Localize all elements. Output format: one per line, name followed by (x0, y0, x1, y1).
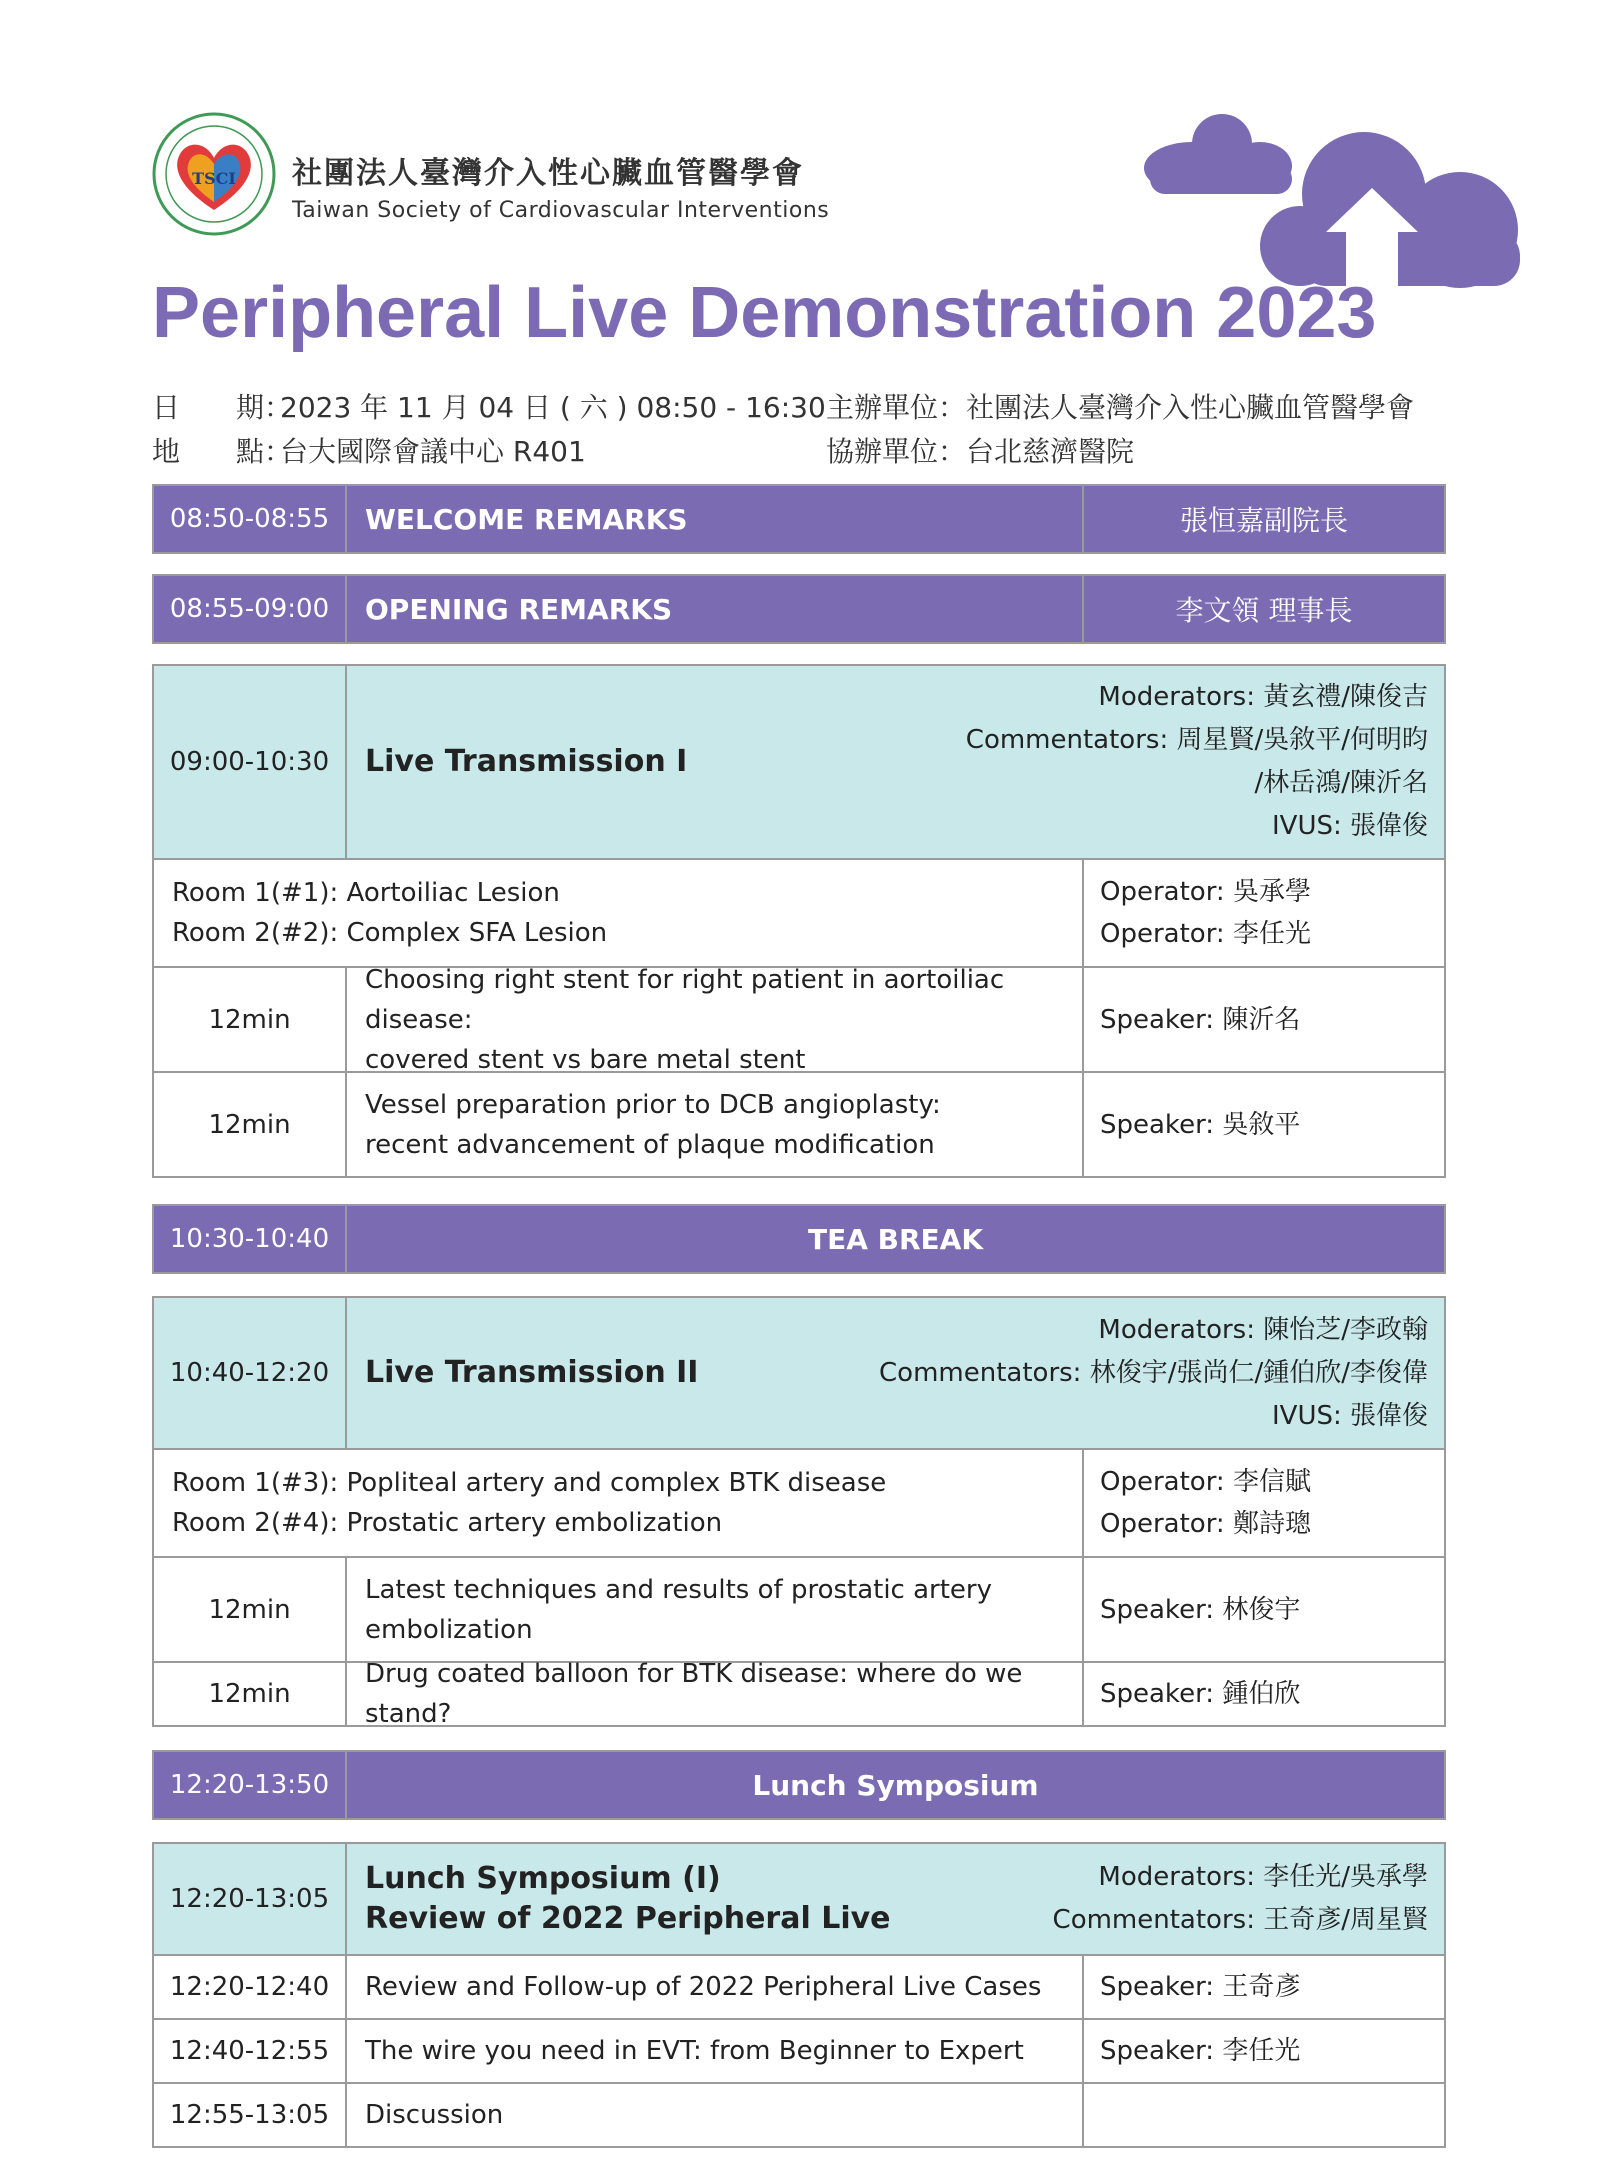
host-line: 主辦單位：社團法人臺灣介入性心臟血管醫學會 (826, 391, 1415, 424)
live1-commentators-cont: /林岳鴻/陳沂名 (1254, 768, 1428, 798)
lunch1-talk-1 (154, 1954, 1444, 2018)
live1-talk-1-speaker: Speaker: 陳沂名 (1100, 1004, 1301, 1035)
place-value: 台大國際會議中心 R401 (280, 435, 586, 468)
live1-moderators: Moderators: 黃玄禮/陳俊吉 (1098, 682, 1428, 712)
live-transmission-1-section (152, 664, 1446, 1178)
tea-break-row (152, 1204, 1446, 1274)
live1-operators (1084, 860, 1444, 966)
opening-speaker: 李文領 理事長 (1175, 594, 1353, 627)
org-name-zh: 社團法人臺灣介入性心臟血管醫學會 (292, 156, 804, 191)
live2-talk-1 (154, 1556, 1444, 1661)
lunch1-talk-2-time: 12:40-12:55 (154, 2020, 347, 2082)
lunch1-commentators: Commentators: 王奇彥/周星賢 (1052, 1905, 1428, 1935)
live2-time: 10:40-12:20 (154, 1298, 347, 1448)
lunch1-staff (1053, 1856, 1428, 1942)
live1-talk-1-line-2: covered stent vs bare metal stent (365, 1044, 806, 1075)
live2-talk-1-time: 12min (154, 1558, 347, 1661)
place-line (152, 430, 586, 470)
live2-moderators: Moderators: 陳怡芝/李政翰 (1098, 1314, 1428, 1345)
live2-room-1: Room 1(#3): Popliteal artery and complex BTK disease (172, 1468, 887, 1498)
live1-talk-2-time: 12min (154, 1073, 347, 1176)
live2-talk-1-speaker: Speaker: 林俊宇 (1100, 1594, 1301, 1625)
opening-time: 08:55-09:00 (154, 576, 347, 642)
lunch1-time: 12:20-13:05 (154, 1844, 347, 1954)
live1-talk-2-line-1: Vessel preparation prior to DCB angioplasty: (365, 1089, 941, 1120)
welcome-speaker: 張恒嘉副院長 (1179, 504, 1348, 537)
lunch1-talk-3-speaker (1084, 2084, 1444, 2146)
live2-talk-1-topic (347, 1558, 1084, 1661)
live1-talk-2 (154, 1071, 1444, 1176)
live2-talk-2 (154, 1659, 1444, 1729)
live2-talk-1-line-1: Latest techniques and results of prostatic artery (365, 1574, 993, 1605)
live2-title: Live Transmission II (365, 1355, 699, 1390)
lunch-symposium-1-section (152, 1842, 1446, 2148)
co-host-line: 協辦單位：台北慈濟醫院 (826, 435, 1135, 468)
live1-header (154, 666, 1444, 858)
live2-talk-2-time: 12min (154, 1663, 347, 1725)
live-transmission-2-section (152, 1296, 1446, 1727)
opening-title: OPENING REMARKS (347, 576, 1084, 642)
live2-room-2: Room 2(#4): Prostatic artery embolization (172, 1508, 723, 1538)
org-name-en: Taiwan Society of Cardiovascular Interventions (292, 198, 830, 223)
tea-break-title: TEA BREAK (807, 1222, 984, 1256)
svg-text:TSCI: TSCI (192, 169, 236, 188)
lunch1-talk-1-topic: Review and Follow-up of 2022 Peripheral Live Cases (347, 1956, 1084, 2018)
date-label: 日 期： (152, 391, 293, 424)
lunch1-title-line-1: Lunch Symposium (I) (365, 1861, 721, 1896)
live1-rooms-row (154, 858, 1444, 966)
organization-name (292, 148, 829, 223)
live1-operator-1: Operator: 吳承學 (1100, 877, 1311, 907)
date-line (152, 386, 826, 426)
lunch1-talk-2-speaker: Speaker: 李任光 (1100, 2036, 1301, 2066)
live2-talk-2-speaker: Speaker: 鍾伯欣 (1100, 1679, 1301, 1709)
welcome-row (152, 484, 1446, 554)
cloud-upload-icon (1140, 110, 1540, 290)
live2-ivus: IVUS: 張偉俊 (1271, 1400, 1428, 1431)
live1-title: Live Transmission I (365, 744, 688, 779)
live1-operator-2: Operator: 李任光 (1100, 919, 1311, 949)
live2-talk-1-line-2: embolization (365, 1614, 533, 1645)
lunch-symposium-row (152, 1750, 1446, 1820)
live2-commentators: Commentators: 林俊宇/張尚仁/鍾伯欣/李俊偉 (879, 1357, 1428, 1388)
lunch1-talk-1-time: 12:20-12:40 (154, 1956, 347, 2018)
opening-row (152, 574, 1446, 644)
welcome-title: WELCOME REMARKS (347, 486, 1084, 552)
live1-talk-2-line-2: recent advancement of plaque modification (365, 1129, 935, 1160)
live1-talk-1-line-1: Choosing right stent for right patient in aortoiliac disease: (365, 964, 1005, 1035)
live2-talk-2-topic (347, 1659, 1084, 1729)
lunch1-header (154, 1844, 1444, 1954)
live2-header (154, 1298, 1444, 1448)
lunch1-title-line-2: Review of 2022 Peripheral Live (365, 1901, 891, 1936)
live2-operators (1084, 1450, 1444, 1556)
live1-room-1: Room 1(#1): Aortoiliac Lesion (172, 878, 560, 908)
live1-time: 09:00-10:30 (154, 666, 347, 858)
lunch1-talk-3 (154, 2082, 1444, 2146)
lunch-time: 12:20-13:50 (154, 1752, 347, 1818)
live1-talk-1-time: 12min (154, 968, 347, 1071)
live2-rooms (154, 1450, 1084, 1556)
live1-talk-1-topic (347, 964, 1084, 1075)
place-label: 地 點： (152, 435, 293, 468)
live1-commentators: Commentators: 周星賢/吳敘平/何明昀 (965, 725, 1428, 755)
live1-ivus: IVUS: 張偉俊 (1271, 811, 1428, 841)
live2-operator-2: Operator: 鄭詩璁 (1100, 1509, 1311, 1539)
live1-room-2: Room 2(#2): Complex SFA Lesion (172, 918, 608, 948)
live2-rooms-row (154, 1448, 1444, 1556)
tea-break-time: 10:30-10:40 (154, 1206, 347, 1272)
live2-operator-1: Operator: 李信賦 (1100, 1467, 1311, 1497)
lunch1-talk-3-time: 12:55-13:05 (154, 2084, 347, 2146)
lunch1-talk-2 (154, 2018, 1444, 2082)
live1-talk-2-topic (347, 1073, 1084, 1176)
lunch1-talk-2-topic: The wire you need in EVT: from Beginner to Expert (347, 2020, 1084, 2082)
page-title: Peripheral Live Demonstration 2023 (152, 273, 1377, 353)
lunch1-title (365, 1859, 891, 1939)
live2-talk-2-line-1: Drug coated balloon for BTK disease: where do we stand? (365, 1659, 1023, 1729)
live1-talk-1 (154, 964, 1444, 1075)
lunch1-talk-3-topic: Discussion (347, 2084, 1084, 2146)
live1-talk-2-speaker: Speaker: 吳敘平 (1100, 1109, 1301, 1140)
live1-staff (966, 676, 1428, 848)
welcome-time: 08:50-08:55 (154, 486, 347, 552)
tsci-logo (150, 110, 278, 238)
lunch1-moderators: Moderators: 李任光/吳承學 (1098, 1862, 1428, 1892)
live2-staff (879, 1309, 1428, 1438)
date-value: 2023 年 11 月 04 日 ( 六 ) 08:50 - 16:30 (280, 391, 826, 424)
live1-rooms (154, 860, 1084, 966)
lunch1-talk-1-speaker: Speaker: 王奇彥 (1100, 1972, 1301, 2002)
lunch-title: Lunch Symposium (752, 1768, 1039, 1802)
